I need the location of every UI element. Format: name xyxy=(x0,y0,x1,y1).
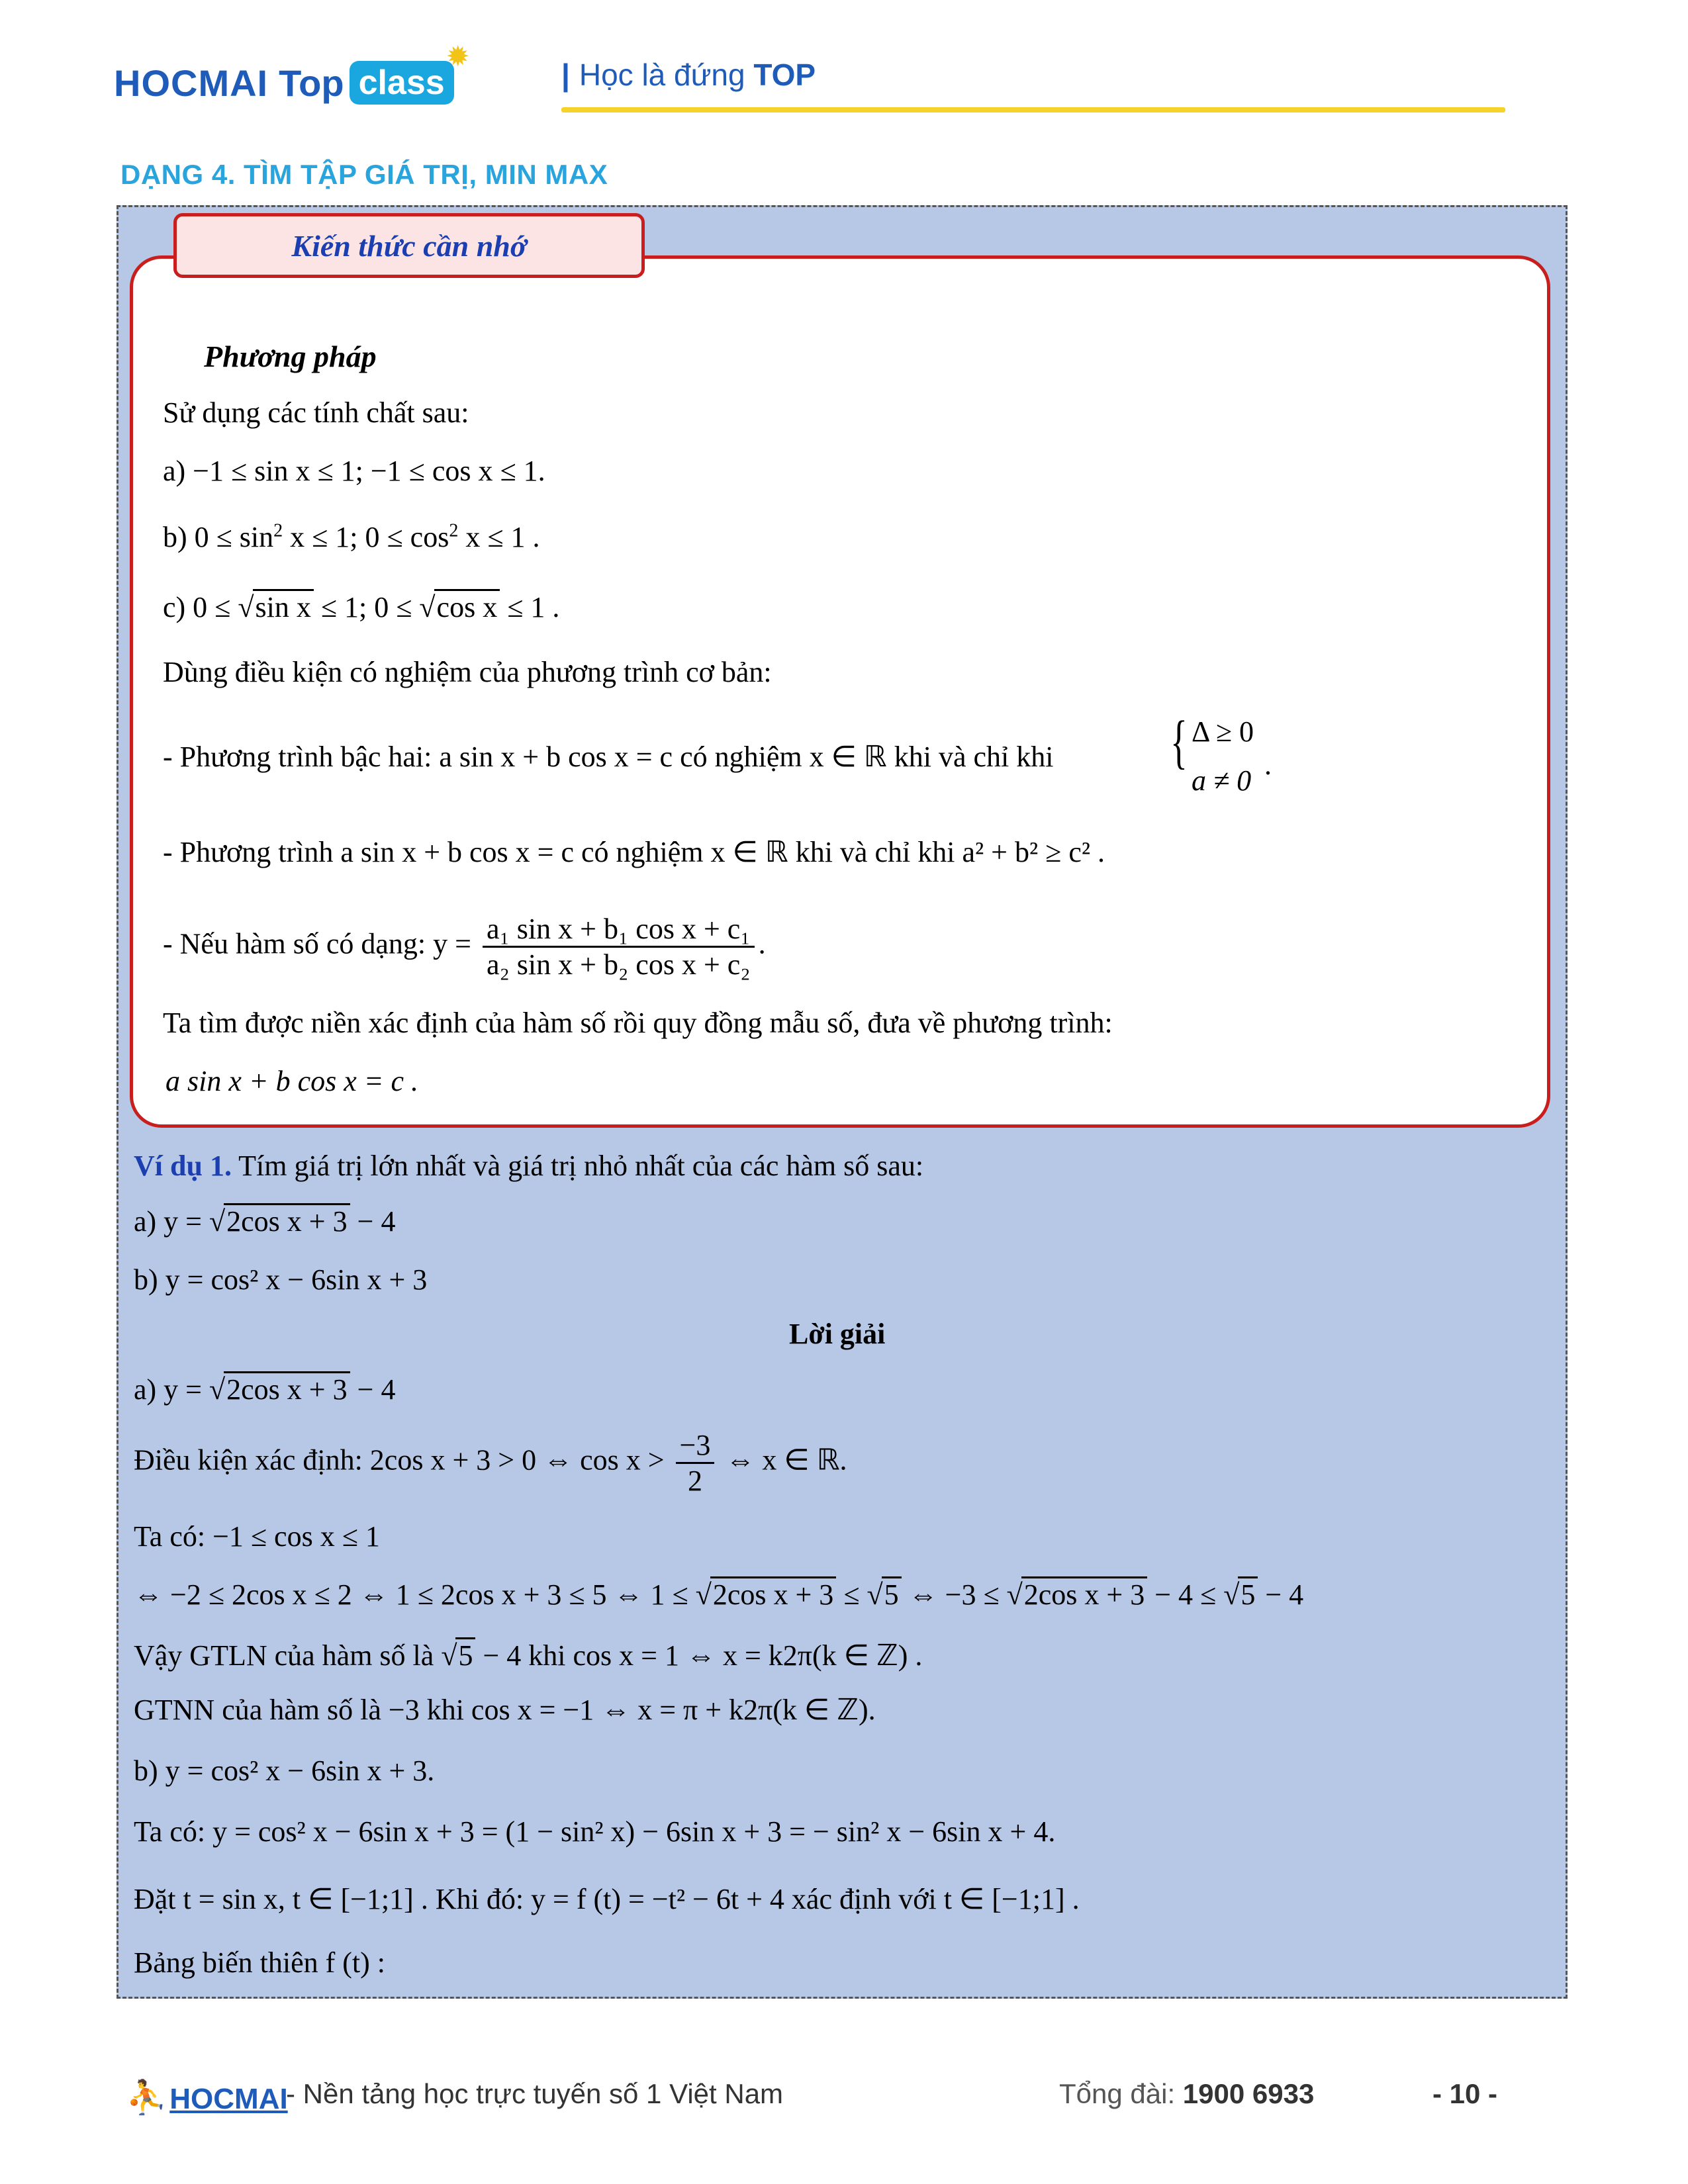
example-a-prefix: a) y = xyxy=(134,1205,209,1238)
solution-a-prefix: a) y = xyxy=(134,1373,209,1406)
gtnn-line: GTNN của hàm số là −3 khi cos x = −1 ⇔ x = π + k2π(k ∈ ℤ). xyxy=(134,1694,876,1726)
property-b-end: x ≤ 1 . xyxy=(458,521,540,553)
system-brace: { xyxy=(1170,709,1188,775)
property-c-prefix: c) 0 ≤ xyxy=(163,591,238,623)
property-c-mid: ≤ 1; 0 ≤ xyxy=(313,591,420,623)
domain-fraction xyxy=(676,1428,715,1498)
function-denominator: a₂ sin x + b₂ cos x + c₂ xyxy=(486,948,751,981)
tagline-divider: | xyxy=(561,58,570,92)
example-a-end: − 4 xyxy=(350,1205,396,1238)
logo-class-badge xyxy=(350,43,469,105)
knowledge-tab xyxy=(173,213,645,278)
inequality-chain: ⇔ −2 ≤ 2cos x ≤ 2 ⇔ 1 ≤ 2cos x + 3 ≤ 5 ⇔ 1 ≤ √2cos x + 3 ≤ √5 ⇔ −3 ≤ √2cos x + 3 − 4 ≤ √5 − 4 xyxy=(134,1578,1303,1612)
logo-hocmai-text: HOCMAI xyxy=(114,62,269,104)
footer-logo-text: HOCMAI xyxy=(169,2083,288,2115)
system-period: . xyxy=(1264,749,1272,781)
header-rule xyxy=(561,107,1505,113)
gtln-sqrt: 5 xyxy=(455,1637,475,1672)
knowledge-tab-label: Kiến thức cần nhớ xyxy=(291,228,527,263)
function-form-prefix: - Nếu hàm số có dạng: y = xyxy=(163,927,471,960)
footer-hotline xyxy=(1059,2078,1314,2110)
solution-b: b) y = cos² x − 6sin x + 3. xyxy=(134,1754,435,1787)
domain-numerator: −3 xyxy=(676,1428,715,1464)
section-title: DẠNG 4. TÌM TẬP GIÁ TRỊ, MIN MAX xyxy=(120,159,608,190)
equation-condition: - Phương trình a sin x + b cos x = c có nghiệm x ∈ ℝ khi và chỉ khi a² + b² ≥ c² . xyxy=(163,836,1105,868)
substitution-line: Đặt t = sin x, t ∈ [−1;1] . Khi đó: y = f (t) = −t² − 6t + 4 xác định với t ∈ [−1;1] . xyxy=(134,1883,1080,1915)
condition-intro: Dùng điều kiện có nghiệm của phương trình cơ bản: xyxy=(163,656,772,688)
function-form-end: . xyxy=(758,927,766,960)
logo-class-text: class xyxy=(358,64,445,102)
knowledge-box xyxy=(130,255,1550,1128)
system-a-nonzero: a ≠ 0 xyxy=(1192,764,1252,797)
chain-sqrt2: 5 xyxy=(882,1576,902,1611)
tagline-prefix: Học là đứng xyxy=(579,58,745,92)
domain-condition xyxy=(134,1428,847,1498)
domain-condition-prefix: Điều kiện xác định: 2cos x + 3 > 0 ⇔ cos x > xyxy=(134,1443,665,1477)
hotline-number: 1900 6933 xyxy=(1182,2078,1315,2109)
gtln-prefix: Vậy GTLN của hàm số là xyxy=(134,1639,442,1672)
chain-mid2: ⇔ −3 ≤ xyxy=(901,1578,1007,1611)
conclusion-line-1: Ta tìm được niền xác định của hàm số rồi quy đồng mẫu số, đưa về phương trình: xyxy=(163,1007,1113,1039)
property-b-prefix: b) 0 ≤ sin xyxy=(163,521,274,553)
example-prompt xyxy=(134,1149,923,1183)
quadratic-condition: - Phương trình bậc hai: a sin x + b cos x = c có nghiệm x ∈ ℝ khi và chỉ khi xyxy=(163,741,1054,773)
chain-mid3: − 4 ≤ xyxy=(1147,1578,1224,1611)
solution-title: Lời giải xyxy=(789,1318,886,1350)
solution-taco-2: Ta có: y = cos² x − 6sin x + 3 = (1 − sin² x) − 6sin x + 3 = − sin² x − 6sin x + 4. xyxy=(134,1815,1056,1848)
chain-end: − 4 xyxy=(1258,1578,1304,1611)
logo-top-text: Top xyxy=(279,62,344,104)
chain-mid1: ≤ xyxy=(836,1578,867,1611)
solution-a: a) y = √2cos x + 3 − 4 xyxy=(134,1373,395,1406)
hocmai-mark-icon: ⛹ xyxy=(126,2079,167,2116)
example-a-sqrt: 2cos x + 3 xyxy=(224,1203,350,1238)
variation-table-label: Bảng biến thiên f (t) : xyxy=(134,1946,386,1979)
conclusion-line-2: a sin x + b cos x = c . xyxy=(165,1065,418,1097)
page-number: - 10 - xyxy=(1432,2078,1498,2109)
hocmai-topclass-logo xyxy=(114,43,469,113)
solution-a-end: − 4 xyxy=(350,1373,396,1406)
solution-a-sqrt: 2cos x + 3 xyxy=(224,1371,350,1406)
hotline-label: Tổng đài: xyxy=(1059,2078,1183,2109)
function-fraction xyxy=(483,912,755,981)
example-a: a) y = √2cos x + 3 − 4 xyxy=(134,1205,395,1238)
domain-condition-end: ⇔ x ∈ ℝ. xyxy=(718,1443,847,1477)
chain-sqrt1: 2cos x + 3 xyxy=(710,1576,836,1611)
system-delta: Δ ≥ 0 xyxy=(1192,715,1254,748)
footer-slogan: - Nền tảng học trực tuyến số 1 Việt Nam xyxy=(286,2078,784,2109)
chain-sqrt3: 2cos x + 3 xyxy=(1021,1576,1147,1611)
function-numerator: a₁ sin x + b₁ cos x + c₁ xyxy=(483,912,755,948)
property-a: a) −1 ≤ sin x ≤ 1; −1 ≤ cos x ≤ 1. xyxy=(163,455,545,487)
method-intro: Sử dụng các tính chất sau: xyxy=(163,396,469,429)
chain-prefix: ⇔ −2 ≤ 2cos x ≤ 2 ⇔ 1 ≤ 2cos x + 3 ≤ 5 ⇔ 1 ≤ xyxy=(134,1578,696,1611)
example-prompt-text: Tím giá trị lớn nhất và giá trị nhỏ nhất của các hàm số sau: xyxy=(231,1150,924,1182)
gtln-end: − 4 khi cos x = 1 ⇔ x = k2π(k ∈ ℤ) . xyxy=(475,1639,923,1672)
star-icon: ✹ xyxy=(447,43,469,71)
header-tagline xyxy=(561,57,816,93)
property-b-mid: x ≤ 1; 0 ≤ cos xyxy=(283,521,449,553)
chain-sqrt4: 5 xyxy=(1238,1576,1258,1611)
domain-denominator: 2 xyxy=(687,1465,702,1497)
property-c-sqrt1: sin x xyxy=(253,589,314,623)
function-form xyxy=(163,912,766,981)
gtln-line: Vậy GTLN của hàm số là √5 − 4 khi cos x = 1 ⇔ x = k2π(k ∈ ℤ) . xyxy=(134,1639,922,1672)
property-c-sqrt2: cos x xyxy=(434,589,500,623)
method-title: Phương pháp xyxy=(204,340,377,373)
footer-logo xyxy=(126,2078,288,2117)
example-b: b) y = cos² x − 6sin x + 3 xyxy=(134,1263,428,1296)
example-label: Ví dụ 1. xyxy=(134,1150,232,1182)
property-c: c) 0 ≤ √sin x ≤ 1; 0 ≤ √cos x ≤ 1 . xyxy=(163,590,559,624)
property-c-end: ≤ 1 . xyxy=(500,591,560,623)
property-b: b) $0 \le \sin^2 x \le 1$; $0 \le \cos^2 x \le 1$ . xyxy=(163,520,540,553)
tagline-bold: TOP xyxy=(753,58,816,92)
solution-taco-1: Ta có: −1 ≤ cos x ≤ 1 xyxy=(134,1520,380,1553)
